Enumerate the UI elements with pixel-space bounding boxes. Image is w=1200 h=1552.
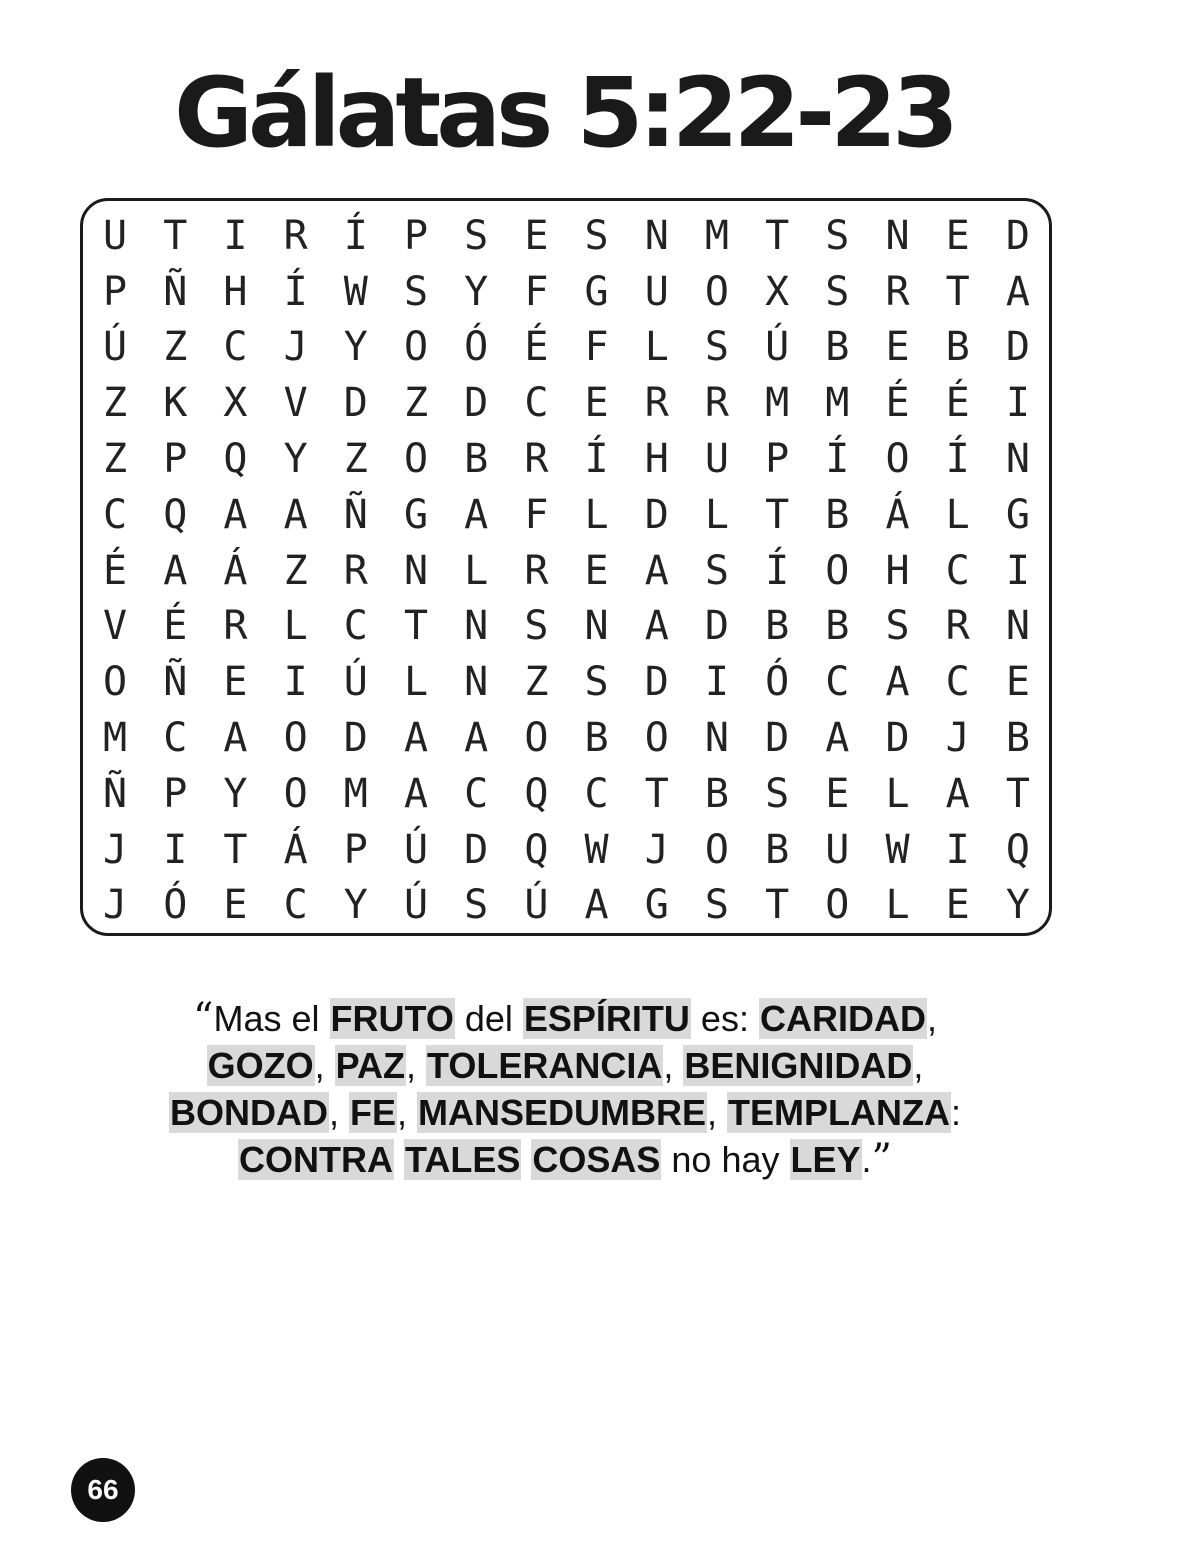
grid-letter: R [644, 380, 669, 427]
grid-letter: T [644, 770, 669, 817]
grid-letter: O [825, 547, 850, 594]
grid-letter: F [524, 491, 549, 538]
grid-letter: Ú [403, 882, 429, 929]
grid-letter: A [403, 715, 429, 762]
grid-letter: M [765, 380, 790, 427]
grid-letter: I [1005, 547, 1030, 594]
grid-letter: S [825, 268, 850, 315]
grid-letter: A [644, 547, 669, 594]
grid-letter: Ú [524, 882, 549, 929]
grid-letter: B [464, 436, 489, 483]
grid-letter: I [283, 659, 308, 706]
grid-letter: H [223, 268, 248, 315]
grid-letter: R [704, 380, 730, 427]
verse-text [0, 995, 1130, 1183]
grid-letter: A [283, 491, 308, 538]
grid-letter: R [283, 212, 308, 259]
grid-letter: B [704, 770, 730, 817]
grid-letter: S [704, 547, 730, 594]
grid-letter: D [644, 491, 669, 538]
grid-letter: C [103, 491, 128, 538]
grid-letter: D [765, 715, 790, 762]
grid-letter: Ñ [103, 770, 128, 817]
grid-letter: N [403, 547, 429, 594]
grid-letter: O [403, 324, 429, 371]
open-quote: “ [193, 995, 214, 1041]
grid-letter: E [584, 380, 609, 427]
keyword-templanza: TEMPLANZA [728, 1092, 951, 1133]
grid-letter: Z [103, 436, 128, 483]
grid-letter: B [1005, 715, 1030, 762]
grid-letter: O [283, 715, 308, 762]
keyword-tales: TALES [405, 1139, 521, 1180]
grid-letter: B [765, 603, 790, 650]
grid-letter: Ú [765, 324, 790, 371]
grid-letter: D [885, 715, 910, 762]
grid-letter: E [223, 882, 248, 929]
grid-letter: L [945, 491, 970, 538]
grid-letter: C [945, 547, 970, 594]
grid-letter: T [223, 826, 248, 873]
grid-letter: É [163, 603, 188, 650]
grid-letter: A [825, 715, 850, 762]
verse-text-segment: es: [690, 998, 759, 1039]
grid-letter: Z [403, 380, 429, 427]
grid-letter: A [1005, 268, 1030, 315]
grid-letter: C [524, 380, 549, 427]
grid-letter: V [283, 380, 308, 427]
keyword-ley: LEY [790, 1139, 861, 1180]
grid-letter: F [584, 324, 609, 371]
grid-letter: C [464, 770, 489, 817]
grid-letter: P [103, 268, 128, 315]
grid-letter: R [885, 268, 910, 315]
grid-letter: I [704, 659, 730, 706]
grid-letter: L [584, 491, 609, 538]
grid-letter: E [1005, 659, 1030, 706]
grid-letter: Q [1005, 826, 1030, 873]
grid-letter: Y [1005, 882, 1030, 929]
grid-letter: E [825, 770, 850, 817]
keyword-caridad: CARIDAD [759, 998, 926, 1039]
grid-letter: Y [223, 770, 248, 817]
grid-letter: U [704, 436, 730, 483]
grid-letter: I [945, 826, 970, 873]
grid-letter: U [103, 212, 128, 259]
grid-letter: Q [163, 491, 188, 538]
grid-letter: C [223, 324, 248, 371]
grid-letter: A [644, 603, 669, 650]
grid-letter: B [765, 826, 790, 873]
grid-letter: O [103, 659, 128, 706]
grid-letter: T [765, 882, 790, 929]
grid-letter: O [403, 436, 429, 483]
grid-letter: D [464, 380, 489, 427]
keyword-cosas: COSAS [532, 1139, 661, 1180]
grid-letter: N [1005, 436, 1030, 483]
grid-letter: N [464, 603, 489, 650]
grid-letter: J [103, 826, 128, 873]
grid-letter: Y [343, 324, 368, 371]
grid-letter: O [704, 826, 730, 873]
page-title: Gálatas 5:22-23 [174, 57, 954, 169]
grid-letter: W [885, 826, 910, 873]
grid-letter: É [885, 380, 910, 427]
verse-text-segment: , [913, 1045, 924, 1086]
verse-text-segment: , [397, 1092, 418, 1133]
grid-letter: N [644, 212, 669, 259]
grid-letter: Z [283, 547, 308, 594]
grid-letter: Ú [403, 826, 429, 873]
grid-letter: T [403, 603, 429, 650]
grid-letter: W [584, 826, 609, 873]
grid-letter: E [945, 882, 970, 929]
grid-letter: F [524, 268, 549, 315]
grid-letter: J [283, 324, 308, 371]
verse-line-3 [0, 1089, 1130, 1136]
grid-letter: Z [103, 380, 128, 427]
grid-letter: M [103, 715, 128, 762]
grid-letter: N [704, 715, 730, 762]
grid-letter: J [103, 882, 128, 929]
grid-letter: H [885, 547, 910, 594]
grid-letter: Á [223, 547, 248, 594]
verse-line-4 [0, 1136, 1130, 1183]
verse-text-segment: , [328, 1092, 349, 1133]
grid-letter: A [464, 491, 489, 538]
grid-letter: G [584, 268, 609, 315]
grid-letter: Ó [163, 882, 188, 929]
grid-letter: N [464, 659, 489, 706]
grid-letter: E [945, 212, 970, 259]
grid-letter: P [163, 770, 188, 817]
keyword-fruto: FRUTO [330, 998, 454, 1039]
grid-letter: U [825, 826, 850, 873]
grid-letter: T [163, 212, 188, 259]
grid-letter: I [163, 826, 188, 873]
grid-letter: Y [283, 436, 308, 483]
verse-text-segment: del [454, 998, 523, 1039]
grid-letter: Á [283, 826, 308, 873]
grid-letter: A [163, 547, 188, 594]
grid-letter: K [163, 380, 188, 427]
grid-letter: S [885, 603, 910, 650]
grid-letter: Í [825, 436, 850, 483]
grid-letter: L [464, 547, 489, 594]
grid-letter: Ó [464, 324, 489, 371]
grid-letter: É [524, 324, 549, 371]
grid-letter: J [644, 826, 669, 873]
keyword-bondad: BONDAD [169, 1092, 328, 1133]
keyword-benignidad: BENIGNIDAD [684, 1045, 913, 1086]
verse-text-segment: : [951, 1092, 962, 1133]
grid-letter: Z [524, 659, 549, 706]
grid-letter: O [644, 715, 669, 762]
grid-letter: D [1005, 324, 1030, 371]
grid-letter: S [765, 770, 790, 817]
close-quote: ” [871, 1136, 892, 1182]
grid-letter: A [885, 659, 910, 706]
grid-letter: Ú [343, 659, 368, 706]
grid-letter: Ñ [343, 491, 368, 538]
verse-text-segment: , [405, 1045, 426, 1086]
grid-letter: X [223, 380, 248, 427]
grid-letter: A [403, 770, 429, 817]
grid-letter: G [644, 882, 669, 929]
verse-text-segment: , [314, 1045, 335, 1086]
grid-letter: J [945, 715, 970, 762]
grid-letter: P [163, 436, 188, 483]
grid-letter: S [704, 882, 730, 929]
grid-letter: L [644, 324, 669, 371]
grid-letter: E [584, 547, 609, 594]
grid-letter: D [464, 826, 489, 873]
grid-letter: Í [283, 268, 308, 315]
grid-letter: E [223, 659, 248, 706]
grid-letter: T [765, 491, 790, 538]
grid-letter: D [1005, 212, 1030, 259]
grid-letter: R [524, 547, 549, 594]
grid-letter: Z [163, 324, 188, 371]
verse-text-segment: , [926, 998, 937, 1039]
keyword-contra: CONTRA [239, 1139, 393, 1180]
grid-letter: C [825, 659, 850, 706]
keyword-paz: PAZ [335, 1045, 405, 1086]
grid-letter: R [945, 603, 970, 650]
verse-text-segment: no hay [661, 1139, 790, 1180]
verse-text-segment: , [663, 1045, 684, 1086]
grid-letter: Í [945, 436, 970, 483]
grid-letter: H [644, 436, 669, 483]
grid-letter: O [524, 715, 549, 762]
grid-letter: R [524, 436, 549, 483]
grid-letter: R [223, 603, 248, 650]
grid-letter: É [945, 380, 970, 427]
grid-letter: R [343, 547, 368, 594]
grid-letter: U [644, 268, 669, 315]
grid-letter: Q [524, 826, 549, 873]
grid-letter: B [825, 491, 850, 538]
grid-letter: Q [524, 770, 549, 817]
grid-letter: Ñ [163, 268, 188, 315]
grid-letter: N [1005, 603, 1030, 650]
word-search-grid [85, 208, 1045, 933]
grid-letter: S [403, 268, 429, 315]
grid-letter: W [343, 268, 368, 315]
grid-letter: D [644, 659, 669, 706]
grid-letter: E [885, 324, 910, 371]
grid-letter: Y [343, 882, 368, 929]
grid-letter: B [945, 324, 970, 371]
grid-letter: S [704, 324, 730, 371]
grid-letter: A [223, 491, 248, 538]
grid-letter: M [825, 380, 850, 427]
grid-letter: P [343, 826, 368, 873]
grid-letter: L [885, 882, 910, 929]
grid-letter: V [103, 603, 128, 650]
grid-letter: L [403, 659, 429, 706]
grid-letter: L [885, 770, 910, 817]
grid-letter: S [464, 212, 489, 259]
grid-letter: É [103, 547, 128, 594]
grid-letter: O [885, 436, 910, 483]
grid-letter: D [343, 715, 368, 762]
grid-letter: Q [223, 436, 248, 483]
grid-letter: D [704, 603, 730, 650]
grid-letter: Ñ [163, 659, 188, 706]
grid-letter: M [704, 212, 730, 259]
grid-letter: Í [765, 547, 790, 594]
grid-letter: S [464, 882, 489, 929]
grid-letter: L [283, 603, 308, 650]
grid-letter: P [403, 212, 429, 259]
grid-letter: Y [464, 268, 489, 315]
grid-letter: S [584, 659, 609, 706]
grid-letter: P [765, 436, 790, 483]
grid-letter: G [1005, 491, 1030, 538]
grid-letter: A [223, 715, 248, 762]
grid-letter: D [343, 380, 368, 427]
grid-letter: Í [343, 212, 368, 259]
verse-text-segment: . [861, 1139, 872, 1180]
grid-letter: T [945, 268, 970, 315]
grid-letter: C [283, 882, 308, 929]
grid-letter: O [825, 882, 850, 929]
grid-letter: O [283, 770, 308, 817]
grid-letter: X [765, 268, 790, 315]
grid-letter: B [825, 603, 850, 650]
keyword-espiritu: ESPÍRITU [523, 998, 690, 1039]
keyword-gozo: GOZO [207, 1045, 314, 1086]
grid-letter: C [584, 770, 609, 817]
grid-letter: A [464, 715, 489, 762]
grid-letter: L [704, 491, 730, 538]
grid-letter: Z [343, 436, 368, 483]
grid-letter: G [403, 491, 429, 538]
grid-letter: Ú [103, 324, 128, 371]
grid-letter: Í [584, 436, 609, 483]
grid-letter: B [584, 715, 609, 762]
grid-letter: A [584, 882, 609, 929]
keyword-fe: FE [349, 1092, 396, 1133]
grid-letter: I [223, 212, 248, 259]
grid-letter: I [1005, 380, 1030, 427]
grid-letter: Á [885, 491, 910, 538]
keyword-tolerancia: TOLERANCIA [426, 1045, 663, 1086]
grid-letter: C [163, 715, 188, 762]
page-number-badge: 66 [71, 1458, 135, 1522]
verse-text-segment: Mas el [213, 998, 330, 1039]
grid-letter: T [1005, 770, 1030, 817]
grid-letter: S [825, 212, 850, 259]
grid-letter: O [704, 268, 730, 315]
grid-letter: C [343, 603, 368, 650]
grid-letter: T [765, 212, 790, 259]
grid-letter: E [524, 212, 549, 259]
verse-text-segment: , [707, 1092, 728, 1133]
grid-letter: C [945, 659, 970, 706]
verse-line-2 [0, 1042, 1130, 1089]
grid-letter: M [343, 770, 368, 817]
verse-line-1 [0, 995, 1130, 1042]
grid-letter: B [825, 324, 850, 371]
grid-letter: Ó [765, 659, 790, 706]
grid-letter: N [584, 603, 609, 650]
grid-letter: A [945, 770, 970, 817]
grid-letter: S [584, 212, 609, 259]
grid-letter: S [524, 603, 549, 650]
grid-letter: N [885, 212, 910, 259]
keyword-mansedumbre: MANSEDUMBRE [418, 1092, 707, 1133]
